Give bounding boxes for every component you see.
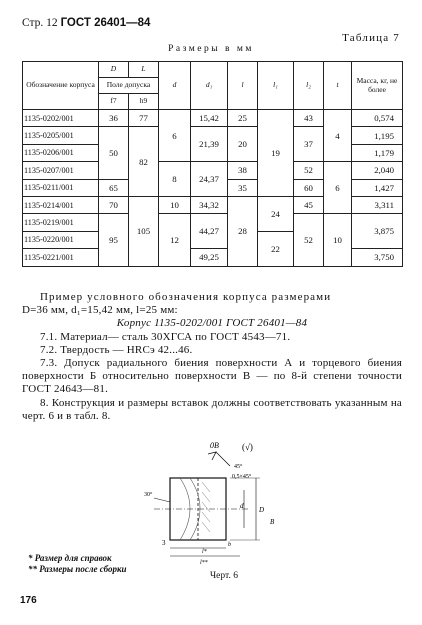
table-row: 1135-0205/001 50 82 21,39 20 37 1,195 — [23, 127, 403, 144]
col-t: t — [324, 62, 352, 110]
col-D: D — [99, 62, 129, 78]
item-7-2: 7.2. Твердость — HRCэ 42...46. — [40, 343, 193, 356]
col-mass: Масса, кг, не более — [352, 62, 403, 110]
example-designation: Корпус 1135-0202/001 ГОСТ 26401—84 — [116, 317, 308, 330]
table-row: 1135-0211/001 65 35 60 1,427 — [23, 179, 403, 196]
body-text — [22, 291, 402, 423]
table-row: 1135-0219/001 95 12 44,27 52 10 3,875 — [23, 214, 403, 231]
dimensions-table — [22, 61, 403, 267]
col-l: l — [228, 62, 258, 110]
col-designation: Обозначение корпуса — [23, 62, 99, 110]
figure-caption: Черт. 6 — [210, 571, 238, 581]
page-number: 176 — [20, 595, 37, 606]
drawing-label-B: B — [270, 518, 275, 526]
drawing-roughness: (√) — [242, 442, 253, 452]
footnotes — [28, 553, 127, 575]
drawing-label-30: 30° — [144, 492, 153, 498]
drawing-label-chamfer: 0,5×45° — [232, 474, 252, 480]
table-row: 1135-0207/001 8 24,37 38 52 6 2,040 — [23, 162, 403, 179]
col-d: d — [159, 62, 191, 110]
drawing-label-D: D — [259, 506, 265, 514]
table-row: 1135-0221/001 49,25 3,750 — [23, 249, 403, 266]
example-line-1: Пример условного обозначения корпуса размерами — [40, 291, 332, 303]
table-row: 1135-0206/001 1,179 — [23, 144, 403, 161]
drawing-label-l1: l* — [202, 549, 207, 555]
table-row: 1135-0220/001 22 — [23, 231, 403, 248]
table-number: Таблица 7 — [342, 32, 400, 44]
drawing-label-0B: 0B — [210, 441, 219, 450]
col-l2: l₂ — [294, 62, 324, 110]
drawing-label-3: 3 — [162, 539, 166, 547]
tol-D: f7 — [99, 94, 129, 110]
drawing-label-d: d — [240, 502, 244, 510]
table-row: 1135-0202/001 36 77 6 15,42 25 19 43 4 0,574 — [23, 110, 403, 127]
drawing-label-45: 45° — [234, 464, 243, 470]
item-7-3: 7.3. Допуск радиального биения поверхности А и торцевого биения поверхности Б относительно поверхности В — по 8-й степени точности ГОСТ 24643—81. — [22, 357, 402, 396]
page-header — [22, 17, 150, 29]
example-line-2: D=36 мм, d₁=15,42 мм, l=25 мм: — [22, 304, 178, 317]
col-l1: l₁ — [258, 62, 294, 110]
table-row: 1135-0214/001 70 105 10 34,32 28 24 45 3,311 — [23, 196, 403, 213]
tolerance-field-header: Поле допуска — [99, 78, 159, 94]
sizes-caption: Размеры в мм — [168, 44, 254, 54]
page-header-prefix: Стр. 12 — [22, 17, 58, 29]
footnote-2: ** Размеры после сборки — [28, 564, 127, 574]
item-7-1: 7.1. Материал— сталь 30ХГСА по ГОСТ 4543—71. — [40, 330, 291, 343]
page-header-standard: ГОСТ 26401—84 — [60, 17, 151, 29]
drawing-label-l2: l** — [200, 560, 208, 566]
col-d1: d₁ — [191, 62, 228, 110]
col-L: L — [129, 62, 159, 78]
insert-drawing — [140, 438, 300, 570]
item-8: 8. Конструкция и размеры вставок должны соответствовать указанным на черт. 6 и в табл. 8. — [22, 396, 402, 422]
tol-L: h9 — [129, 94, 159, 110]
drawing-label-b: b — [228, 542, 231, 548]
footnote-1: * Размер для справок — [28, 553, 112, 563]
